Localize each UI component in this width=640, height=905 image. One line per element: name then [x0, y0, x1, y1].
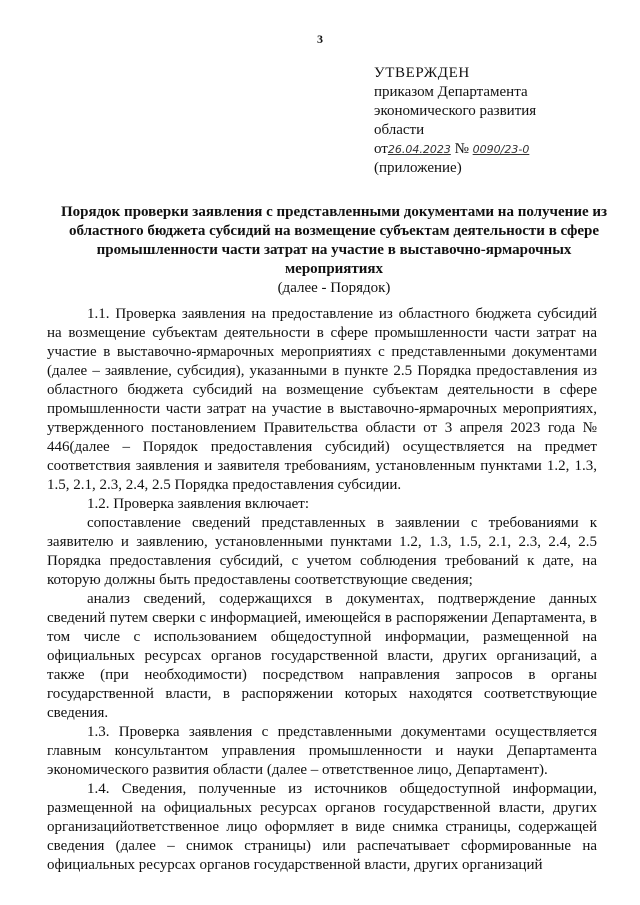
approval-line-order: приказом Департамента: [374, 84, 528, 100]
paragraph-comparison: сопоставление сведений представленных в заявлении с требованиями к заявителю и заявлению, установленными пунктами 1.2, 1.3, 1.5, 2.1, 2.3, 2.4, 2.5 Порядка предоставления субсидий, с учетом соблюдения требований к дате, на которую должны быть предоставлены соответствующие сведения;: [47, 515, 597, 588]
approval-line-department: экономического развития: [374, 103, 537, 119]
approval-stamp: [374, 64, 624, 178]
date-prefix: от: [374, 141, 388, 157]
number-prefix: №: [454, 141, 469, 157]
paragraph-1-2: 1.2. Проверка заявления включает:: [87, 496, 309, 512]
document-subtitle: (далее - Порядок): [277, 280, 391, 296]
paragraph-1-4: 1.4. Сведения, полученные из источников общедоступной информации, размещенной на официальных ресурсах органов государственной власти, других организацийответственное лицо оформляет в виде снимка страницы, содержащей сведения (далее – снимок страницы) или распечатывает сформированные на официальных ресурсах органов государственной власти, других организаций: [47, 781, 597, 873]
page-number: 3: [317, 32, 323, 46]
paragraph-1-1: 1.1. Проверка заявления на предоставление из областного бюджета субсидий на возмещение субъектам деятельности в сфере промышленности части затрат на участие в выставочно-ярмарочных мероприятиях с представленными документами (далее – заявление, субсидия), указанными в пункте 2.5 Порядка предоставления из областного бюджета субсидий на возмещение субъектам деятельности в сфере промышленности части затрат на участие в выставочно-ярмарочных мероприятиях, утвержденного постановлением Правительства области от 3 апреля 2023 года № 446(далее – Порядок предоставления субсидий) осуществляется на предмет соответствия заявления и заявителя требованиям, установленным пунктами 1.2, 1.3, 1.5, 2.1, 2.3, 2.4, 2.5 Порядка предоставления субсидии.: [47, 306, 597, 493]
approved-heading: УТВЕРЖДЕН: [374, 65, 470, 81]
handwritten-date: 26.04.2023: [387, 143, 451, 156]
approval-date-number-line: [374, 140, 624, 159]
approval-line-region: области: [374, 122, 425, 138]
approval-line-appendix: (приложение): [374, 160, 462, 176]
paragraph-analysis: анализ сведений, содержащихся в документах, подтверждение данных сведений путем сверки с информацией, имеющейся в распоряжении Департамента, в том числе с использованием общедоступной информации, размещенной на официальных ресурсах органов государственной власти, других организаций, а также (при необходимости) посредством направления запросов в органы государственной власти, в распоряжении которых находятся соответствующие сведения.: [47, 591, 597, 721]
paragraph-1-3: 1.3. Проверка заявления с представленными документами осуществляется главным консультантом управления промышленности и науки Департамента экономического развития области (далее – ответственное лицо, Департамент).: [47, 724, 597, 778]
handwritten-order-number: 0090/23-0: [472, 143, 530, 156]
document-body: [47, 305, 597, 875]
document-title: Порядок проверки заявления с представленными документами на получение из областного бюджета субсидий на возмещение субъектам деятельности в сфере промышленности части затрат на участие в выставочно-ярмарочных мероприятиях: [60, 204, 608, 277]
